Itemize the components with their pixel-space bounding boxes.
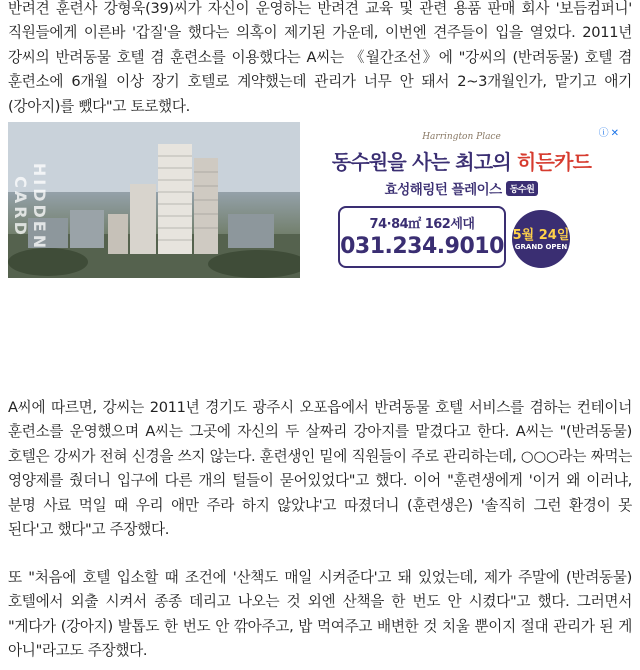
info-icon[interactable]: ⓘ [598, 128, 609, 139]
ad-brand: Harrington Place [422, 132, 501, 142]
open-text: GRAND OPEN [514, 243, 568, 251]
open-date: 5월 24일 [512, 228, 570, 243]
ad-content[interactable] [300, 122, 623, 278]
ad-headline: 동수원을 사는 최고의 히든카드 [331, 150, 592, 174]
ad-info-box [338, 206, 506, 268]
ad-building-image[interactable] [8, 122, 300, 278]
ad-subtitle: 효성해링턴 플레이스 동수원 [300, 178, 623, 198]
advertisement-banner[interactable] [8, 122, 623, 278]
ad-phone-number[interactable]: 031.234.9010 [340, 234, 504, 259]
close-icon[interactable]: ✕ [610, 128, 619, 139]
location-tag: 동수원 [506, 181, 539, 196]
ad-unit-info: 74·84㎡ 162세대 [369, 217, 475, 232]
grand-open-badge [512, 210, 570, 268]
article-paragraph-3: 또 "처음에 호텔 입소할 때 조건에 '산책도 매일 시켜준다'고 돼 있었는데, 제가 주말에 (반려동물) 호텔에서 외출 시켜서 종종 데리고 나오는 것 외엔 산책을 한 번도 안 시켰다"고 했다. 그러면서 "게다가 (강아지) 발톱도 한 번도 안 깎아주고, 밥 먹여주고 배변한 것 치울 뿐이지 절대 관리가 된 게 아니"라고도 주장했다. [8, 569, 632, 660]
ad-choices[interactable] [597, 124, 619, 139]
building-illustration [8, 122, 300, 278]
article-paragraph-1: 반려견 훈련사 강형욱(39)씨가 자신이 운영하는 반려견 교육 및 관련 용품 판매 회사 '보듬컴퍼니' 직원들에게 이른바 '갑질'을 했다는 의혹이 제기된 가운데, 이번엔 견주들이 입을 열었다. 2011년 강씨의 반려동물 호텔 겸 훈련소를 이용했다는 A씨는 《월간조선》에 "강씨의 (반려동물) 호텔 겸 훈련소에 6개월 이상 장기 호텔로 계약했는데 관리가 너무 안 돼서 2~3개월인가, 맡기고 애기(강아지)를 뺐다"고 토로했다. [8, 0, 632, 115]
article-paragraph-2: A씨에 따르면, 강씨는 2011년 경기도 광주시 오포읍에서 반려동물 호텔 서비스를 겸하는 컨테이너 훈련소를 운영했으며 A씨는 그곳에 자신의 두 살짜리 강아지를 맡겼다고 한다. A씨는 "(반려동물) 호텔은 강씨가 전혀 신경을 쓰지 않는다. 훈련생인 밑에 직원들이 주로 관리하는데, ○○○라는 짜먹는 영양제를 줬더니 입구에 다른 개의 털들이 묻어있었다"고 했다. 이어 "훈련생에게 '이거 왜 이러냐, 분명 사료 먹일 때 우리 애만 주라 하지 않았냐'고 따졌더니 (훈련생은) '솔직히 그런 환경이 못 된다'고 했다"고 주장했다. [8, 399, 632, 539]
hidden-card-text: HIDDEN CARD [11, 162, 49, 252]
